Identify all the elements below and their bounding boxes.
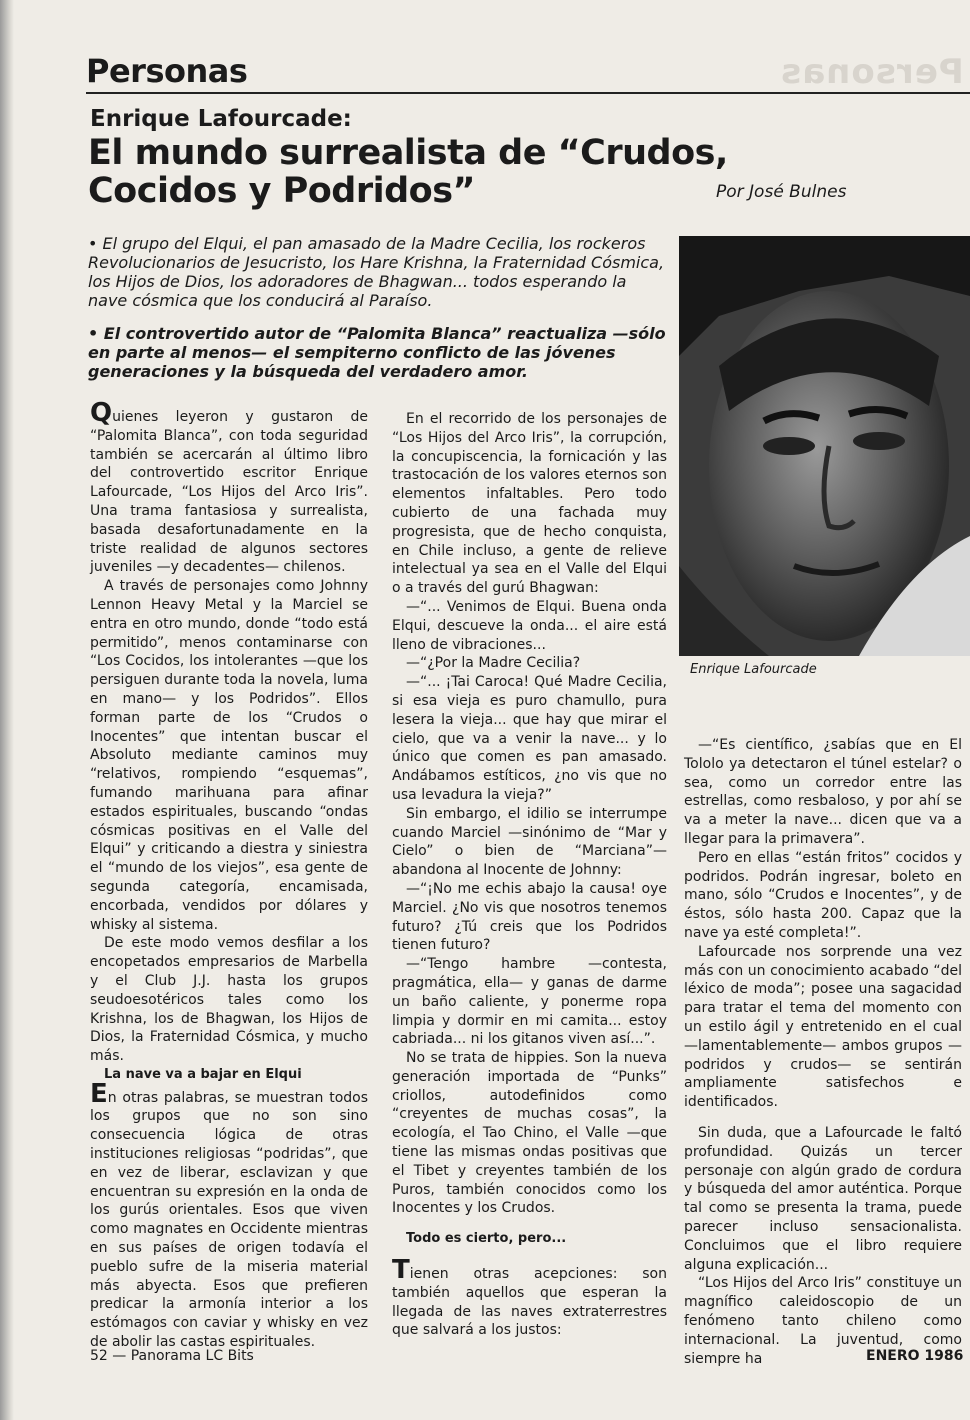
author-photo xyxy=(679,236,970,656)
subheading: Todo es cierto, pero... xyxy=(406,1231,567,1247)
bleed-through-title: Personas xyxy=(780,52,964,92)
paragraph: A través de personajes como Johnny Lennon Heavy Metal y la Marciel se entra en otro mundo, donde “todo está permitido”, menos contaminarse con “Los Cocidos, los intolerantes —que los persiguen durante toda la novela, luma en mano— y los Podridos”. Ellos forman parte de los “Crudos o Inocentes” que intentan buscar el Absoluto mediante caminos muy “relativos, rompiendo “esquemas”, fumando marihuana para afinar estados espirituales, buscando “ondas cósmicas positivas en el Valle del Elqui” y criticando a diestra y siniestra el “mundo de los viejos”, esa gente de segunda categoría, encamisada, encorbada, vendidos por dólares y whisky al sistema. xyxy=(90,578,368,933)
section-title: Personas xyxy=(86,52,248,90)
section-rule xyxy=(86,92,970,94)
spacer xyxy=(684,1112,962,1124)
paragraph: De este modo vemos desfilar a los encopetados empresarios de Marbella y el Club J.J. hasta los grupos seudoesotéricos tales como los Krishna, los de Bhagwan, los Hijos de Dios, la Fraternidad Cósmica, y mucho más. xyxy=(90,935,368,1065)
page-footer-right: ENERO 1986 xyxy=(866,1348,964,1364)
subheading: La nave va a bajar en Elqui xyxy=(104,1066,302,1082)
paragraph: —“Tengo hambre —contesta, pragmática, ella— y ganas de darme un baño caliente, y ponerme ropa limpia y dormir en mi camita... estoy cabriada... ni los gitanos viven así...”. xyxy=(392,956,667,1048)
paragraph-text: uienes leyeron y gustaron de “Palomita Blanca”, con toda seguridad también se acercarán al último libro del controvertido escritor Enrique Lafourcade, “Los Hijos del Arco Iris”. Una trama fantasiosa y surrealista, basada desafortunadamente en la triste realidad de algunos sectores juveniles —y decadentes— chilenos. xyxy=(90,409,368,576)
article-headline: El mundo surrealista de “Crudos, Cocidos y Podridos” xyxy=(88,133,728,211)
summary-bullet-2: • El controvertido autor de “Palomita Blanca” reactualiza —sólo en parte al menos— el sempiterno conflicto de las jóvenes generaciones y la búsqueda del verdadero amor. xyxy=(88,324,666,381)
article-kicker: Enrique Lafourcade: xyxy=(90,106,352,132)
summary-bullet-1: • El grupo del Elqui, el pan amasado de la Madre Cecilia, los rockeros Revolucionarios de Jesucristo, los Hare Krishna, la Fraternidad Cósmica, los Hijos de Dios, los adoradores de Bhagwan... todos esperando la nave cósmica que los conducirá al Paraíso. xyxy=(88,234,665,310)
paragraph xyxy=(90,398,368,577)
paragraph: —“¡No me echis abajo la causa! oye Marciel. ¿No vis que nosotros tenemos futuro? ¿Tú creis que los Podridos tienen futuro? xyxy=(392,880,667,954)
portrait-illustration xyxy=(679,236,970,656)
spacer xyxy=(392,1218,667,1230)
photo-caption: Enrique Lafourcade xyxy=(690,662,817,677)
paragraph: No se trata de hippies. Son la nueva generación importada de “Punks” criollos, autodefinidos como “creyentes de muchas cosas”, la ecología, el Tao Chino, el Valle —que tiene las mismas ondas positivas que el Tibet y creyentes también de los Puros, también conocidos como los Inocentes y los Crudos. xyxy=(392,1050,667,1217)
article-column-3 xyxy=(684,736,962,1368)
spacer xyxy=(392,1249,667,1261)
paragraph: —“¿Por la Madre Cecilia? xyxy=(406,655,581,672)
paragraph: Lafourcade nos sorprende una vez más con un conocimiento acabado “del léxico de moda”; posee una sagacidad para tratar el tema del momento con un estilo ágil y entretenido en el cual —lamentablemente— ambos grupos —podridos y crudos— se sentirán ampliamente satisfechos e identificados. xyxy=(684,943,962,1111)
paragraph-text: ienen otras acepciones: son también aquellos que esperan la llegada de las naves extraterrestres que salvará a los justos: xyxy=(392,1266,667,1339)
article-column-1 xyxy=(90,398,368,1352)
paragraph-text: n otras palabras, se muestran todos los grupos que no son sino consecuencia lógica de otras instituciones religiosas “podridas”, que en vez de liberar, esclavizan y que encuentran su expresión en la onda de los gurús orientales. Esos que viven como magnates en Occidente mientras en sus países de origen todavía el pueblo sufre de la miseria material más abyecta. Esos que prefieren predicar la armonía interior a los estómagos con caviar y whisky en vez de abolir las castas espirituales. xyxy=(90,1089,368,1351)
paragraph xyxy=(90,1078,368,1352)
paragraph: Sin duda, que a Lafourcade le faltó profundidad. Quizás un tercer personaje con algún grado de cordura y búsqueda del amor auténtica. Porque tal como se presenta la trama, puede parecer incluso sensacionalista. Concluimos que el libro requiere alguna explicación... xyxy=(684,1124,962,1273)
page-edge-shadow xyxy=(0,0,14,1420)
drop-cap: T xyxy=(392,1255,410,1286)
drop-cap: E xyxy=(90,1078,108,1109)
paragraph: Pero en ellas “están fritos” cocidos y podridos. Podrán ingresar, boleto en mano, sólo “Crudos e Inocentes”, y de éstos, sólo hasta 200. Capaz que la nave ya esté completa!”. xyxy=(684,849,962,941)
byline: Por José Bulnes xyxy=(716,182,847,202)
page-footer-left: 52 — Panorama LC Bits xyxy=(90,1348,254,1364)
drop-cap: Q xyxy=(90,398,113,428)
paragraph: Sin embargo, el idilio se interrumpe cuando Marciel —sinónimo de “Mar y Cielo” o bien de “Marciana”— abandona al Inocente de Johnny: xyxy=(392,805,667,879)
paragraph: En el recorrido de los personajes de “Los Hijos del Arco Iris”, la corrupción, la concupiscencia, la fornicación y las trastocación de los valores eternos son elementos infaltables. Pero todo cubierto de una fachada muy progresista, que de hecho conquista, en Chile incluso, a gente de relieve intelectual ya sea en el Valle del Elqui o a través del gurú Bhagwan: xyxy=(392,411,667,597)
paragraph: “Los Hijos del Arco Iris” constituye un magnífico caleidoscopio de un fenómeno tanto chileno como internacional. La juventud, como siempre ha xyxy=(684,1275,962,1367)
paragraph: —“... ¡Tai Caroca! Qué Madre Cecilia, si esa vieja es puro chamullo, pura lesera la vieja... que hay que mirar el cielo, que va a venir la nave... y lo único que comen es pan amasado. Andábamos estíticos, ¿no vis que no usa levadura la vieja?” xyxy=(392,674,667,803)
article-column-2 xyxy=(392,410,667,1340)
paragraph: —“Es científico, ¿sabías que en El Tololo ya detectaron el túnel estelar? o sea, como un corredor entre las estrellas, como resbaloso, y por ahí se va a meter la nave... dicen que va a llegar para la primavera”. xyxy=(684,737,962,847)
paragraph: —“... Venimos de Elqui. Buena onda Elqui, descueve la onda... el aire está lleno de vibraciones... xyxy=(392,598,667,653)
paragraph xyxy=(392,1255,667,1340)
